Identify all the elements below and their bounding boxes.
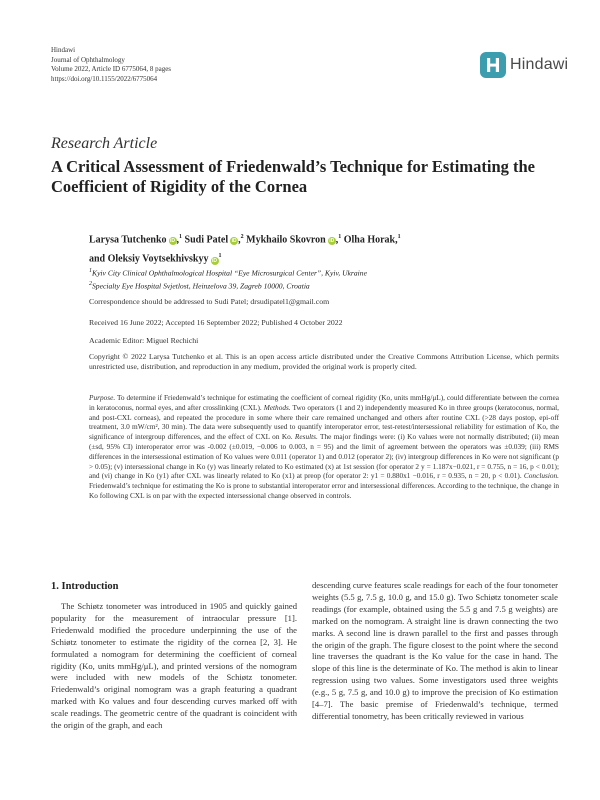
article-title: A Critical Assessment of Friedenwald’s Technique for Estimating the Coefficient of Rigidity of the Cornea	[51, 157, 536, 196]
author-name: Larysa Tutchenko	[89, 234, 167, 246]
author-affiliation-mark: 2	[240, 234, 244, 240]
author-name: Sudi Patel	[184, 234, 229, 246]
publication-dates: Received 16 June 2022; Accepted 16 September 2022; Published 4 October 2022	[89, 318, 343, 327]
author-list: Larysa Tutchenko iD ,$^1$ Sudi Patel iD ,$^2$ Mykhailo Skovron iD ,$^1$ Olha Horak,$^1$ and Oleksiy Voytsekhivskyy $iD^1$	[89, 234, 401, 265]
affiliations	[89, 266, 367, 292]
journal-name: Journal of Ophthalmology	[51, 55, 125, 64]
article-type: Research Article	[51, 135, 158, 152]
author-affiliation-mark: 1	[218, 253, 222, 260]
author-name: Olha Horak	[343, 234, 396, 246]
abstract-results-label: Results.	[294, 432, 318, 442]
hindawi-logo-icon	[480, 52, 506, 78]
abstract-conclusion-label: Conclusion.	[523, 471, 559, 481]
body-column-left	[51, 601, 297, 732]
orcid-icon[interactable]: iD	[231, 238, 237, 245]
abstract-conclusion: Friedenwald’s technique for estimating the Ko is prone to substantial interoperator error and intersessional differences. According to the technique, the change in Ko following CXL is on par with the expected intersessional change observed in controls.	[89, 481, 559, 500]
body-paragraph: descending curve features scale readings for each of the four tonometer weights (5.5 g, 7.5 g, 10.0 g, and 15.0 g). Two Schiøtz tonometer scale readings (for example, obtained using the 5.5 g and 7.5 g weights) are marked on the nomogram. A straight line is drawn connecting the two marks. A second line is drawn parallel to the first and passes through the origin of the graph. The figure closest to the point where the second line traverses the quadrant is the Ko value for the case in hand. The slope of this line is the determinate of Ko. The method is akin to linear regression using two values. Some investigators used three weights (e.g., 5 g, 7.5 g, and 10.0 g) to improve the precision of Ko estimation [4–7]. The basic premise of Friedenwald’s technique, termed differential tonometry, has been critically reviewed in various	[312, 580, 558, 721]
hindawi-logo[interactable]	[480, 52, 568, 78]
affiliation-item: $^1$Kyiv City Clinical Ophthalmological Hospital “Eye Microsurgical Center”, Kyiv, Ukraine	[89, 268, 367, 278]
orcid-icon[interactable]: iD	[329, 238, 335, 245]
author-affiliation-mark: 1	[338, 234, 342, 240]
author-name: Mykhailo Skovron	[246, 234, 326, 246]
abstract-purpose-label: Purpose.	[89, 393, 116, 402]
affiliation-item: $^2$Specialty Eye Hospital Svjetlost, Heinzelova 39, Zagreb 10000, Croatia	[89, 281, 310, 291]
academic-editor: Academic Editor: Miguel Rechichi	[89, 336, 199, 345]
copyright-notice: Copyright © 2022 Larysa Tutchenko et al. This is an open access article distributed under the Creative Commons Attribution License, which permits unrestricted use, distribution, and reproduction in any medium, provided the original work is properly cited.	[89, 352, 559, 372]
author-name: Oleksiy Voytsekhivskyy	[107, 253, 209, 265]
abstract-methods: Two operators (1 and 2) independently measured Ko in three groups (keratoconus, normal, and post-CXL corneas), and repeated the procedure in some where their care remained unchanged and others after routine CXL (>28 days postop, epi-off treatment, 3.0 mW/cm², 30 min). The data were subsequently used to quantify interoperator error, test-retest/intersessional reliability for estimation of Ko, the significance of intergroup differences, and the effect of CXL on Ko.	[89, 402, 559, 442]
volume-line: Volume 2022, Article ID 6775064, 8 pages	[51, 65, 172, 73]
journal-info	[51, 46, 171, 84]
logo-wordmark: Hindawi	[510, 56, 569, 73]
body-column-right	[312, 580, 558, 723]
body-paragraph: The Schiøtz tonometer was introduced in 1905 and quickly gained popularity for the measurement of intraocular pressure [1]. Friedenwald modified the procedure underpinning the use of the Schiøtz tonometer to estimate the rigidity of the cornea [2, 3]. He formulated a nomogram for determining the coefficient of corneal rigidity (Ko, units mmHg/μL), and printed versions of the nomogram were included with new models of the Schiøtz tonometer. Friedenwald’s original nomogram was a graph featuring a quadrant marked with Ko values and four descending curves marked off with scale readings. The geometric centre of the quadrant is coincident with the origin of the graph, and each	[51, 601, 297, 731]
correspondence: Correspondence should be addressed to Sudi Patel; drsudipatel1@gmail.com	[89, 297, 330, 306]
section-heading: 1. Introduction	[51, 581, 119, 592]
orcid-icon[interactable]: iD	[212, 257, 217, 264]
doi-link[interactable]: https://doi.org/10.1155/2022/6775064	[51, 74, 158, 83]
author-affiliation-mark: 1	[179, 234, 183, 240]
abstract-purpose: To determine if Friedenwald’s technique for estimating the coefficient of corneal rigidity (Ko, units mmHg/μL), could differentiate between the cornea in keratoconus, normal eyes, and after crosslinking (CXL).	[89, 393, 559, 412]
publisher-line: Hindawi	[51, 46, 76, 54]
abstract-methods-label: Methods.	[263, 402, 291, 412]
orcid-icon[interactable]: iD	[170, 238, 176, 245]
abstract-results: The major findings were: (i) Ko values were not normally distributed; (ii) mean (±sd, 95% CI) interoperator error was -0.002 (±0.019, −0.006 to 0.003, n = 95) and the limit of agreement between the operators was ±0.039; (iii) RMS differences in the intersessional estimation of Ko values were 0.011 (operator 1) and 0.012 (operator 2); (iv) intergroup differences in Ko were not significant (p > 0.05); (v) intersessional change in Ko (y) was linearly related to Ko estimated (x) at 1st session (for operator 2 y = 1.187x−0.021, r = 0.755, n = 16, p < 0.01); and (vi) change in Ko (y1) after CXL was linearly related to Ko (x1) at preop (for operator 2: y1 = 0.880x1 −0.016, r = 0.935, n = 20, p < 0.01).	[89, 432, 559, 481]
abstract	[89, 393, 559, 501]
author-affiliation-mark: 1	[397, 234, 401, 240]
